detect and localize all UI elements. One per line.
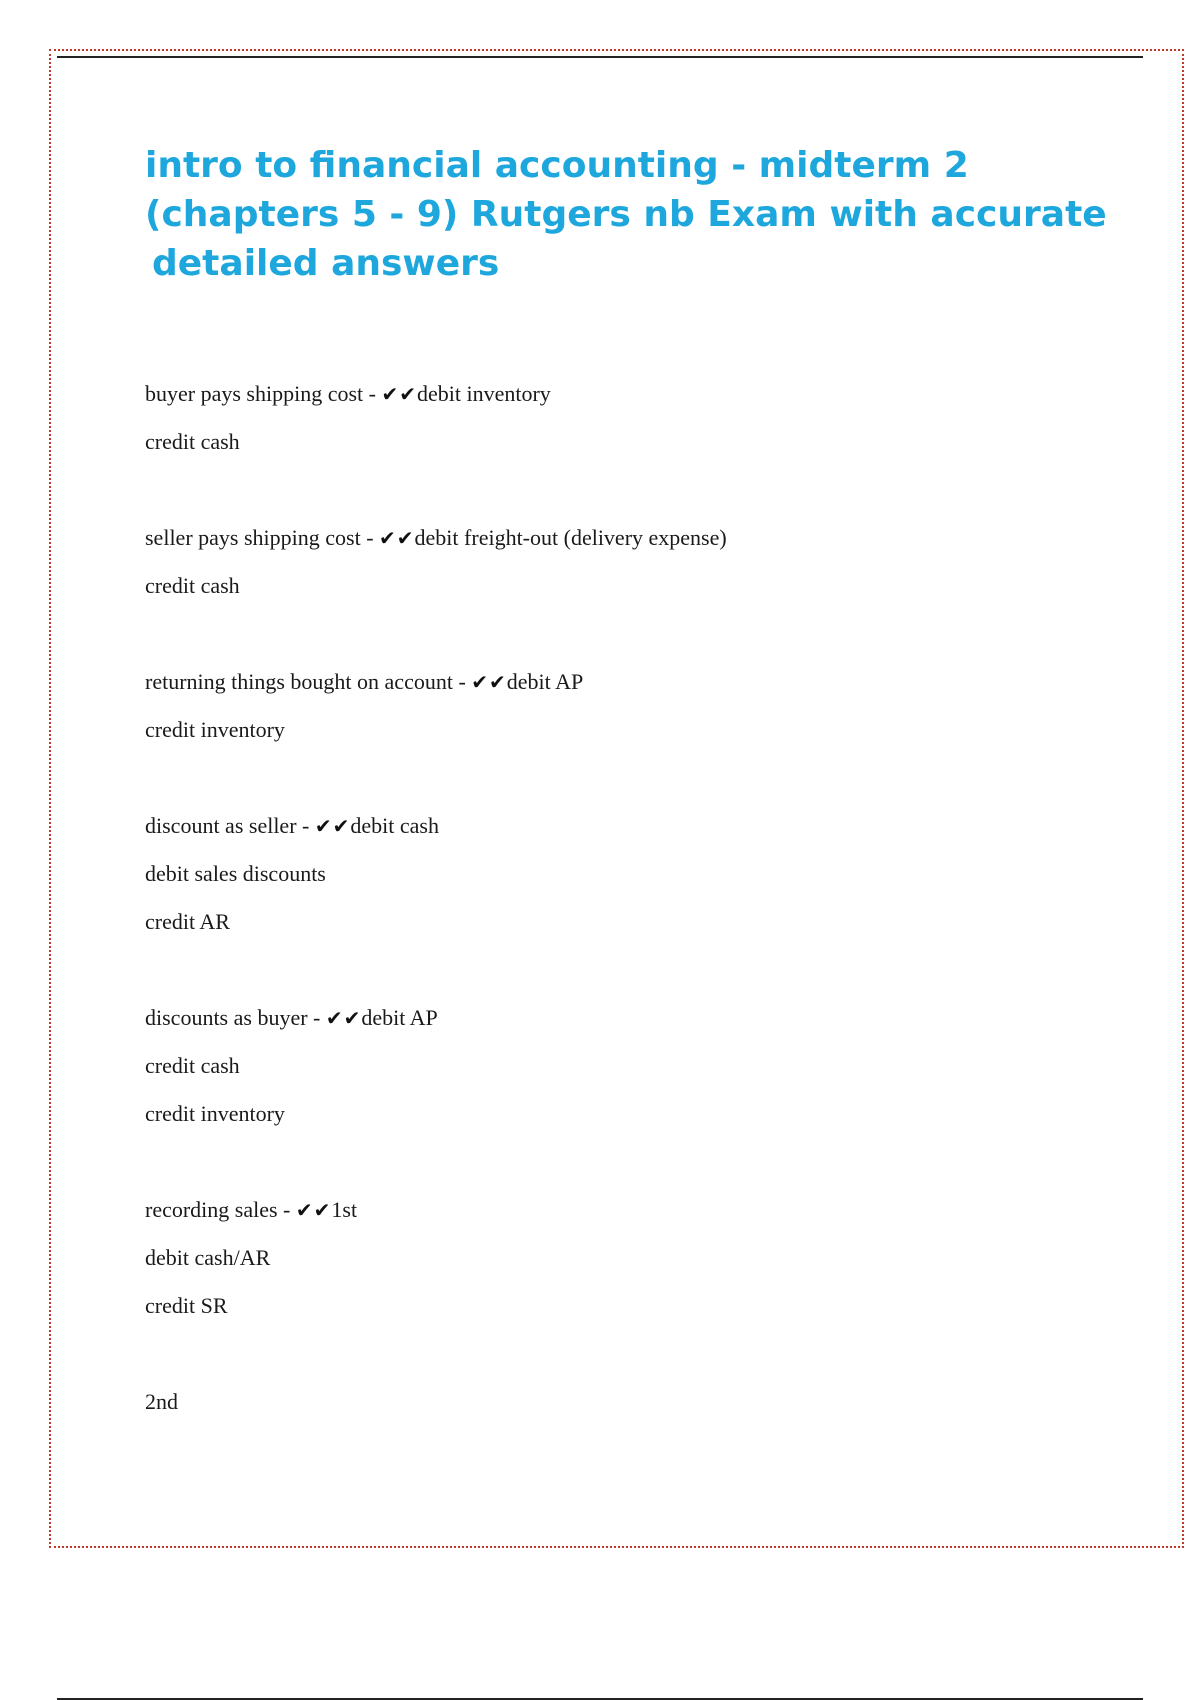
- question-text: seller pays shipping cost -: [145, 525, 380, 550]
- answer-text: debit AP: [361, 1005, 438, 1030]
- answer-line: credit inventory: [145, 717, 285, 742]
- title-line-2: (chapters 5 - 9) Rutgers nb Exam with accurate: [145, 194, 1107, 235]
- qa-question-line: [145, 994, 1095, 1042]
- answer-text: debit cash: [350, 813, 439, 838]
- answer-line: 2nd: [145, 1389, 178, 1414]
- check-icon: ✔✔: [381, 382, 417, 406]
- title-line-3: detailed answers: [152, 243, 500, 284]
- question-text: returning things bought on account -: [145, 669, 472, 694]
- answer-text: debit AP: [506, 669, 584, 694]
- answer-text: 1st: [331, 1197, 358, 1222]
- header-rule: [57, 56, 1143, 58]
- question-text: discounts as buyer -: [145, 1005, 326, 1030]
- check-icon: ✔✔: [314, 814, 351, 838]
- qa-question-line: [145, 370, 1095, 418]
- answer-line: credit cash: [145, 573, 240, 598]
- qa-item-returning-things: [145, 658, 1095, 754]
- qa-item-discount-seller: [145, 802, 1095, 946]
- answer-line: credit cash: [145, 1053, 240, 1078]
- answer-line: debit sales discounts: [145, 861, 326, 886]
- title-line-1: intro to financial accounting - midterm 2: [145, 145, 969, 186]
- answer-line: credit SR: [145, 1293, 228, 1318]
- qa-item-recording-sales: [145, 1186, 1095, 1330]
- answer-line: credit cash: [145, 429, 240, 454]
- question-text: discount as seller -: [145, 813, 315, 838]
- question-text: buyer pays shipping cost -: [145, 381, 382, 406]
- qa-question-line: [145, 1186, 1095, 1234]
- check-icon: ✔✔: [379, 526, 415, 550]
- answer-text: debit freight-out (delivery expense): [414, 525, 727, 550]
- check-icon: ✔✔: [471, 670, 507, 694]
- answer-line: credit inventory: [145, 1101, 285, 1126]
- question-text: recording sales -: [145, 1197, 296, 1222]
- qa-item-buyer-shipping: [145, 370, 1095, 466]
- qa-question-line: [145, 802, 1095, 850]
- check-icon: ✔✔: [325, 1006, 362, 1030]
- answer-line: credit AR: [145, 909, 230, 934]
- qa-item-discounts-buyer: [145, 994, 1095, 1138]
- answer-text: debit inventory: [416, 381, 551, 406]
- qa-question-line: [145, 658, 1095, 706]
- qa-item-seller-shipping: [145, 514, 1095, 610]
- answer-line: debit cash/AR: [145, 1245, 271, 1270]
- document-body: [145, 370, 1095, 1474]
- qa-item-continued: [145, 1378, 1095, 1426]
- check-icon: ✔✔: [295, 1198, 332, 1222]
- qa-question-line: [145, 514, 1095, 562]
- document-title: [145, 141, 1125, 288]
